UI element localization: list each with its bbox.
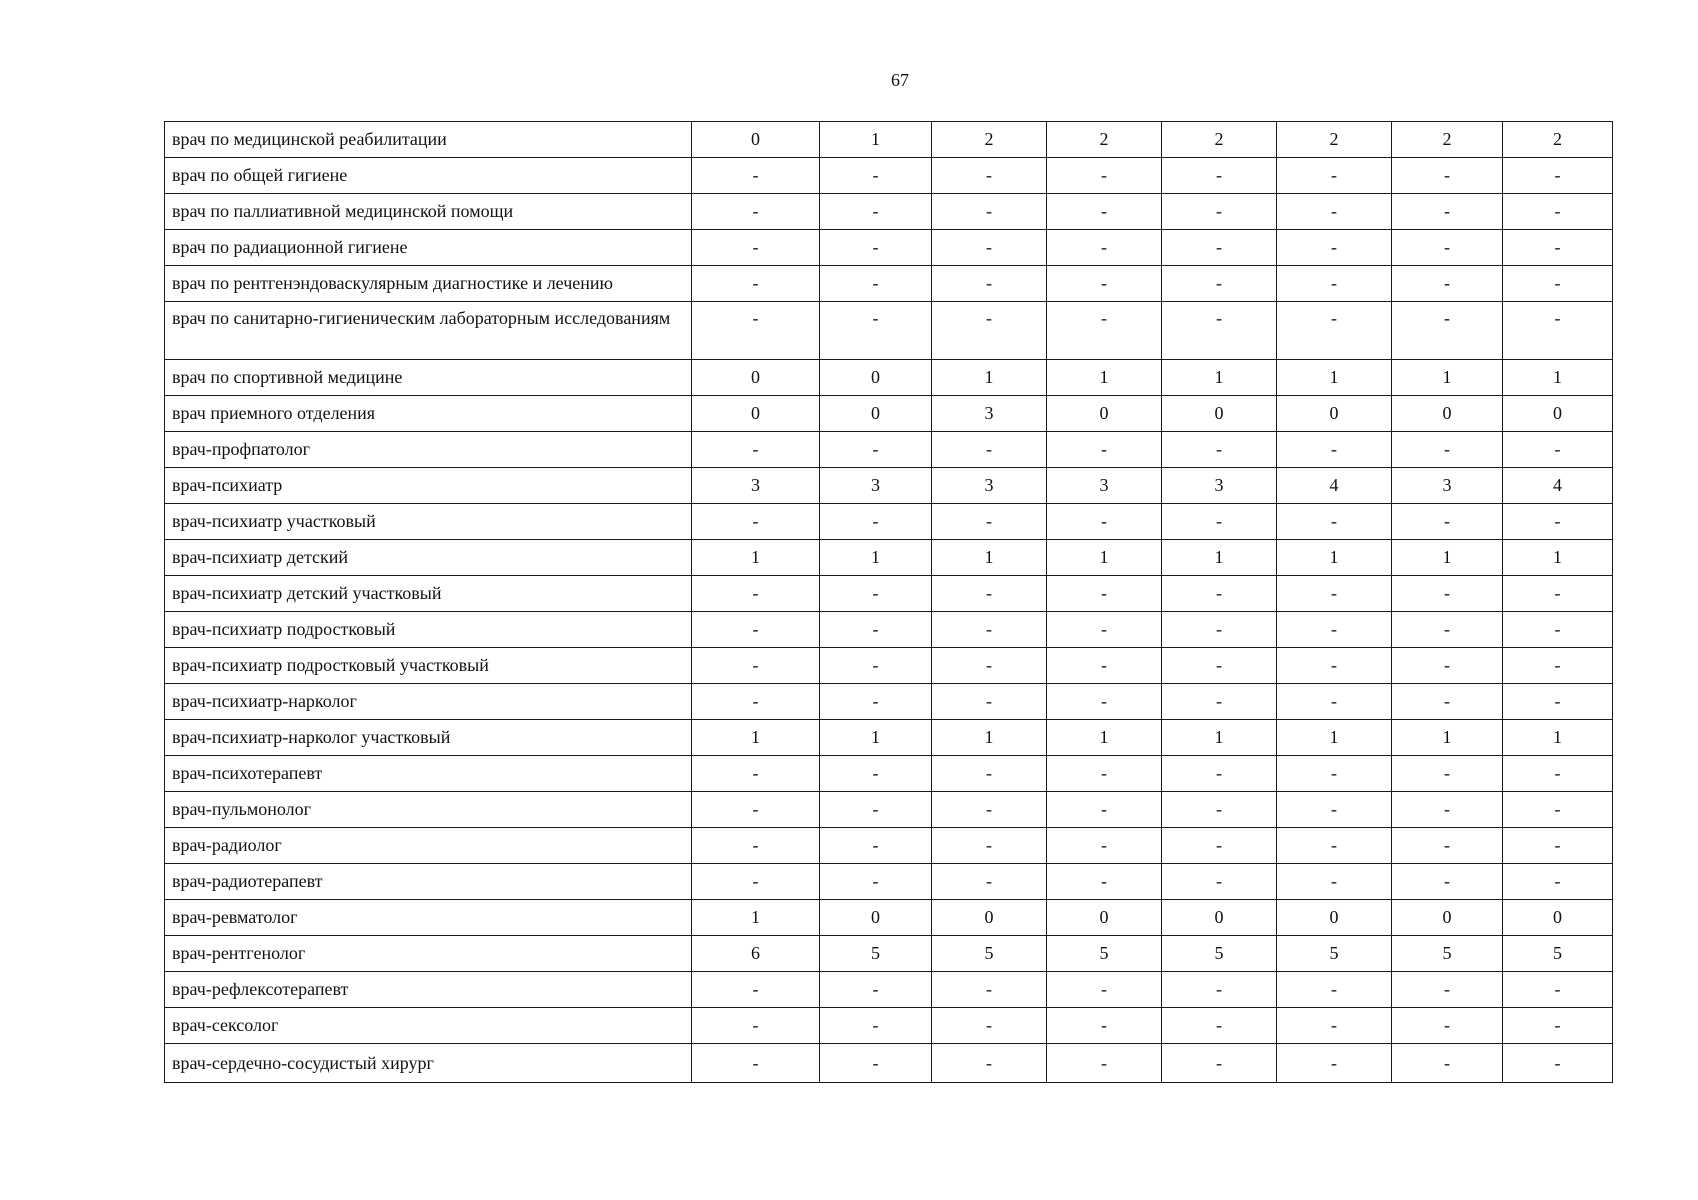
value-cell: - — [820, 504, 932, 540]
value-cell: - — [1162, 792, 1277, 828]
value-cell: - — [1047, 792, 1162, 828]
value-cell: 1 — [692, 540, 820, 576]
specialty-name-cell: врач-психиатр подростковый — [165, 612, 692, 648]
value-cell: 5 — [1162, 936, 1277, 972]
table-row — [165, 864, 1613, 900]
value-cell: - — [1392, 158, 1503, 194]
specialty-name-cell: врач-психиатр детский участковый — [165, 576, 692, 612]
value-cell: - — [692, 828, 820, 864]
value-cell: - — [692, 756, 820, 792]
value-cell: - — [1162, 230, 1277, 266]
specialty-name-cell: врач по рентгенэндоваскулярным диагностике и лечению — [165, 266, 692, 302]
value-cell: - — [1277, 504, 1392, 540]
value-cell: - — [1277, 576, 1392, 612]
value-cell: - — [1277, 612, 1392, 648]
value-cell: - — [1162, 266, 1277, 302]
value-cell: 0 — [692, 396, 820, 432]
value-cell: - — [1503, 266, 1613, 302]
value-cell: - — [1503, 792, 1613, 828]
value-cell: - — [1047, 864, 1162, 900]
specialty-name-cell: врач-радиолог — [165, 828, 692, 864]
value-cell: 2 — [1047, 122, 1162, 158]
value-cell: - — [1162, 648, 1277, 684]
value-cell: - — [1047, 1008, 1162, 1044]
value-cell: - — [932, 1044, 1047, 1083]
value-cell: 1 — [1277, 360, 1392, 396]
value-cell: 1 — [820, 540, 932, 576]
value-cell: - — [1392, 756, 1503, 792]
value-cell: - — [820, 972, 932, 1008]
value-cell: 0 — [692, 122, 820, 158]
value-cell: - — [820, 230, 932, 266]
value-cell: - — [1392, 648, 1503, 684]
value-cell: - — [1392, 972, 1503, 1008]
value-cell: - — [932, 828, 1047, 864]
value-cell: 0 — [1162, 396, 1277, 432]
value-cell: - — [1392, 230, 1503, 266]
table-row — [165, 900, 1613, 936]
value-cell: - — [1047, 756, 1162, 792]
value-cell: - — [820, 432, 932, 468]
value-cell: - — [1503, 828, 1613, 864]
value-cell: - — [692, 230, 820, 266]
value-cell: - — [1503, 972, 1613, 1008]
value-cell: 5 — [932, 936, 1047, 972]
table-row — [165, 648, 1613, 684]
value-cell: - — [1277, 756, 1392, 792]
value-cell: 1 — [1392, 360, 1503, 396]
value-cell: - — [692, 792, 820, 828]
value-cell: - — [1047, 194, 1162, 230]
value-cell: 0 — [1392, 900, 1503, 936]
value-cell: - — [820, 302, 932, 360]
value-cell: - — [1503, 648, 1613, 684]
value-cell: - — [692, 158, 820, 194]
value-cell: - — [1047, 302, 1162, 360]
value-cell: - — [1503, 684, 1613, 720]
value-cell: - — [932, 972, 1047, 1008]
table-row — [165, 1044, 1613, 1083]
value-cell: - — [932, 432, 1047, 468]
value-cell: - — [932, 158, 1047, 194]
table-row — [165, 266, 1613, 302]
value-cell: - — [1277, 432, 1392, 468]
value-cell: 3 — [820, 468, 932, 504]
value-cell: - — [1503, 1008, 1613, 1044]
value-cell: - — [692, 194, 820, 230]
specialty-name-cell: врач-психиатр детский — [165, 540, 692, 576]
value-cell: 4 — [1277, 468, 1392, 504]
value-cell: - — [820, 266, 932, 302]
specialty-name-cell: врач-профпатолог — [165, 432, 692, 468]
value-cell: - — [932, 612, 1047, 648]
value-cell: - — [932, 1008, 1047, 1044]
value-cell: 5 — [820, 936, 932, 972]
value-cell: - — [932, 864, 1047, 900]
value-cell: - — [692, 1044, 820, 1083]
value-cell: - — [1392, 432, 1503, 468]
value-cell: 1 — [1503, 540, 1613, 576]
staff-table — [164, 121, 1613, 1083]
specialty-name-cell: врач-психиатр участковый — [165, 504, 692, 540]
value-cell: 2 — [1162, 122, 1277, 158]
value-cell: 0 — [1162, 900, 1277, 936]
value-cell: - — [932, 194, 1047, 230]
value-cell: - — [1392, 504, 1503, 540]
table-row — [165, 792, 1613, 828]
value-cell: 1 — [1047, 720, 1162, 756]
specialty-name-cell: врач-рефлексотерапевт — [165, 972, 692, 1008]
specialty-name-cell: врач-психиатр-нарколог участковый — [165, 720, 692, 756]
value-cell: - — [1503, 864, 1613, 900]
value-cell: - — [820, 194, 932, 230]
value-cell: - — [1047, 828, 1162, 864]
table-row — [165, 468, 1613, 504]
value-cell: - — [1277, 194, 1392, 230]
specialty-name-cell: врач-психиатр-нарколог — [165, 684, 692, 720]
value-cell: - — [1162, 828, 1277, 864]
table-row — [165, 432, 1613, 468]
value-cell: - — [1503, 194, 1613, 230]
value-cell: - — [1162, 576, 1277, 612]
value-cell: - — [820, 864, 932, 900]
value-cell: - — [932, 684, 1047, 720]
value-cell: 0 — [820, 396, 932, 432]
value-cell: - — [1162, 756, 1277, 792]
value-cell: 1 — [1277, 540, 1392, 576]
value-cell: 1 — [932, 540, 1047, 576]
specialty-name-cell: врач по санитарно-гигиеническим лабораторным исследованиям — [165, 302, 692, 360]
value-cell: - — [1047, 612, 1162, 648]
value-cell: - — [820, 576, 932, 612]
value-cell: - — [1162, 612, 1277, 648]
specialty-name-cell: врач-психиатр подростковый участковый — [165, 648, 692, 684]
value-cell: - — [1162, 864, 1277, 900]
value-cell: - — [1277, 1008, 1392, 1044]
value-cell: - — [1047, 230, 1162, 266]
value-cell: - — [1277, 158, 1392, 194]
value-cell: - — [1277, 792, 1392, 828]
value-cell: 3 — [1162, 468, 1277, 504]
value-cell: 1 — [1392, 720, 1503, 756]
value-cell: - — [1503, 756, 1613, 792]
specialty-name-cell: врач по радиационной гигиене — [165, 230, 692, 266]
value-cell: - — [1392, 266, 1503, 302]
table-row — [165, 194, 1613, 230]
value-cell: - — [1392, 684, 1503, 720]
specialty-name-cell: врач по общей гигиене — [165, 158, 692, 194]
table-row — [165, 828, 1613, 864]
value-cell: 1 — [820, 720, 932, 756]
specialty-name-cell: врач по спортивной медицине — [165, 360, 692, 396]
value-cell: - — [1162, 432, 1277, 468]
value-cell: - — [1392, 576, 1503, 612]
specialty-name-cell: врач-психиатр — [165, 468, 692, 504]
value-cell: - — [692, 266, 820, 302]
value-cell: - — [1162, 504, 1277, 540]
value-cell: - — [1047, 972, 1162, 1008]
value-cell: - — [1047, 432, 1162, 468]
value-cell: 1 — [1047, 360, 1162, 396]
value-cell: - — [1503, 158, 1613, 194]
table-row — [165, 302, 1613, 360]
value-cell: - — [692, 302, 820, 360]
value-cell: - — [932, 230, 1047, 266]
value-cell: - — [932, 302, 1047, 360]
value-cell: 1 — [692, 720, 820, 756]
value-cell: 5 — [1047, 936, 1162, 972]
value-cell: 0 — [820, 360, 932, 396]
value-cell: - — [1047, 684, 1162, 720]
value-cell: 1 — [1162, 540, 1277, 576]
table-row — [165, 756, 1613, 792]
value-cell: - — [1047, 1044, 1162, 1083]
value-cell: - — [1392, 1008, 1503, 1044]
value-cell: - — [692, 576, 820, 612]
value-cell: - — [692, 972, 820, 1008]
value-cell: 3 — [1047, 468, 1162, 504]
value-cell: 0 — [692, 360, 820, 396]
value-cell: - — [932, 504, 1047, 540]
value-cell: - — [1392, 792, 1503, 828]
value-cell: - — [1277, 230, 1392, 266]
specialty-name-cell: врач по паллиативной медицинской помощи — [165, 194, 692, 230]
value-cell: 2 — [1503, 122, 1613, 158]
value-cell: 1 — [932, 360, 1047, 396]
value-cell: 1 — [1392, 540, 1503, 576]
value-cell: - — [1047, 266, 1162, 302]
value-cell: 1 — [692, 900, 820, 936]
value-cell: - — [1277, 864, 1392, 900]
value-cell: 1 — [1503, 720, 1613, 756]
specialty-name-cell: врач-сердечно-сосудистый хирург — [165, 1044, 692, 1083]
value-cell: - — [1503, 576, 1613, 612]
value-cell: - — [1047, 576, 1162, 612]
page-number: 67 — [891, 70, 909, 90]
value-cell: 1 — [1047, 540, 1162, 576]
value-cell: - — [1277, 1044, 1392, 1083]
value-cell: - — [1277, 684, 1392, 720]
value-cell: 3 — [932, 396, 1047, 432]
value-cell: - — [1047, 504, 1162, 540]
value-cell: 2 — [1277, 122, 1392, 158]
value-cell: 0 — [1277, 900, 1392, 936]
value-cell: 1 — [1162, 720, 1277, 756]
table-row — [165, 972, 1613, 1008]
table-row — [165, 360, 1613, 396]
value-cell: - — [1277, 302, 1392, 360]
value-cell: 5 — [1503, 936, 1613, 972]
table-row — [165, 576, 1613, 612]
value-cell: 5 — [1277, 936, 1392, 972]
value-cell: - — [820, 648, 932, 684]
value-cell: - — [820, 158, 932, 194]
value-cell: - — [692, 612, 820, 648]
value-cell: - — [1162, 194, 1277, 230]
value-cell: - — [1503, 302, 1613, 360]
value-cell: - — [1392, 828, 1503, 864]
value-cell: 0 — [820, 900, 932, 936]
value-cell: - — [1162, 158, 1277, 194]
table-body — [165, 122, 1613, 1083]
value-cell: - — [692, 648, 820, 684]
table-row — [165, 936, 1613, 972]
value-cell: - — [1047, 648, 1162, 684]
value-cell: - — [1162, 972, 1277, 1008]
value-cell: - — [932, 576, 1047, 612]
table-row — [165, 396, 1613, 432]
value-cell: - — [1392, 612, 1503, 648]
value-cell: 3 — [1392, 468, 1503, 504]
value-cell: - — [932, 266, 1047, 302]
value-cell: - — [1277, 648, 1392, 684]
value-cell: 0 — [932, 900, 1047, 936]
table-row — [165, 720, 1613, 756]
value-cell: 0 — [1503, 396, 1613, 432]
table-row — [165, 684, 1613, 720]
value-cell: - — [1277, 972, 1392, 1008]
value-cell: - — [1503, 504, 1613, 540]
table-row — [165, 122, 1613, 158]
value-cell: - — [1162, 684, 1277, 720]
value-cell: - — [932, 648, 1047, 684]
specialty-name-cell: врач приемного отделения — [165, 396, 692, 432]
value-cell: - — [1392, 194, 1503, 230]
value-cell: 1 — [820, 122, 932, 158]
table-row — [165, 540, 1613, 576]
value-cell: - — [820, 756, 932, 792]
value-cell: 2 — [932, 122, 1047, 158]
value-cell: 0 — [1392, 396, 1503, 432]
specialty-name-cell: врач-ревматолог — [165, 900, 692, 936]
value-cell: 0 — [1277, 396, 1392, 432]
specialty-name-cell: врач по медицинской реабилитации — [165, 122, 692, 158]
value-cell: - — [1162, 302, 1277, 360]
table-row — [165, 230, 1613, 266]
value-cell: - — [1392, 1044, 1503, 1083]
value-cell: - — [820, 1008, 932, 1044]
value-cell: - — [1392, 302, 1503, 360]
specialty-name-cell: врач-психотерапевт — [165, 756, 692, 792]
value-cell: 1 — [1162, 360, 1277, 396]
specialty-name-cell: врач-радиотерапевт — [165, 864, 692, 900]
value-cell: - — [1277, 266, 1392, 302]
value-cell: - — [820, 792, 932, 828]
value-cell: - — [820, 612, 932, 648]
value-cell: 6 — [692, 936, 820, 972]
value-cell: - — [1162, 1044, 1277, 1083]
table-row — [165, 612, 1613, 648]
value-cell: 3 — [692, 468, 820, 504]
value-cell: - — [1503, 1044, 1613, 1083]
value-cell: - — [1277, 828, 1392, 864]
value-cell: 0 — [1047, 396, 1162, 432]
value-cell: - — [820, 828, 932, 864]
value-cell: 1 — [932, 720, 1047, 756]
value-cell: - — [932, 756, 1047, 792]
table-row — [165, 158, 1613, 194]
value-cell: - — [1392, 864, 1503, 900]
value-cell: - — [692, 684, 820, 720]
specialty-name-cell: врач-сексолог — [165, 1008, 692, 1044]
specialty-name-cell: врач-пульмонолог — [165, 792, 692, 828]
value-cell: - — [692, 1008, 820, 1044]
value-cell: 1 — [1277, 720, 1392, 756]
value-cell: - — [1503, 230, 1613, 266]
specialty-name-cell: врач-рентгенолог — [165, 936, 692, 972]
value-cell: 4 — [1503, 468, 1613, 504]
value-cell: - — [692, 504, 820, 540]
value-cell: 3 — [932, 468, 1047, 504]
value-cell: - — [1047, 158, 1162, 194]
value-cell: 0 — [1047, 900, 1162, 936]
value-cell: - — [820, 1044, 932, 1083]
value-cell: - — [1503, 612, 1613, 648]
value-cell: 2 — [1392, 122, 1503, 158]
value-cell: 5 — [1392, 936, 1503, 972]
value-cell: - — [1503, 432, 1613, 468]
value-cell: - — [820, 684, 932, 720]
value-cell: - — [692, 864, 820, 900]
value-cell: 1 — [1503, 360, 1613, 396]
table-row — [165, 504, 1613, 540]
value-cell: - — [1162, 1008, 1277, 1044]
table-row — [165, 1008, 1613, 1044]
value-cell: - — [932, 792, 1047, 828]
value-cell: 0 — [1503, 900, 1613, 936]
value-cell: - — [692, 432, 820, 468]
